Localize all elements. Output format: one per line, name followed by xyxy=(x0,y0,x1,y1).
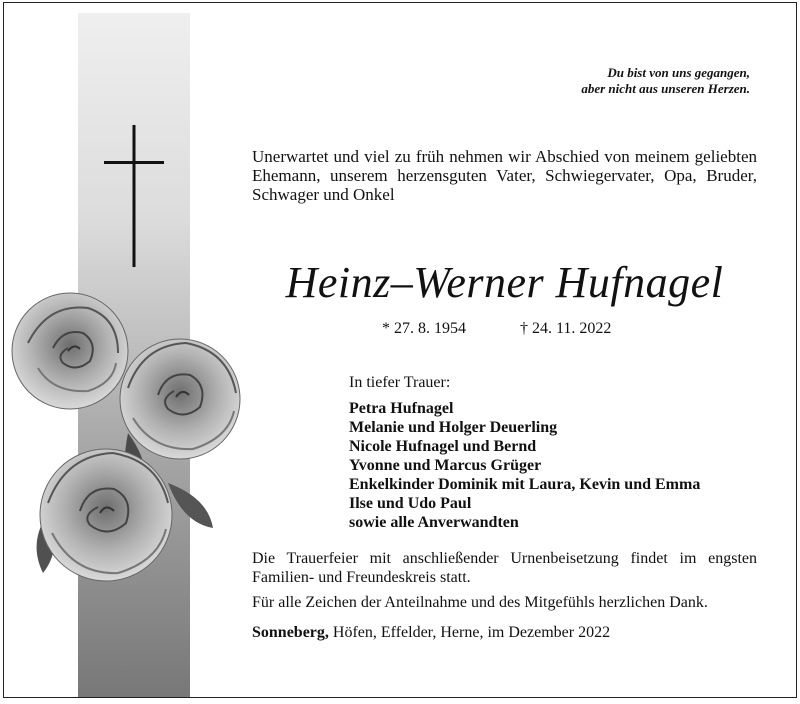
cross-icon xyxy=(104,125,164,267)
death-date: † 24. 11. 2022 xyxy=(520,320,612,337)
mourning-intro: In tiefer Trauer: xyxy=(349,374,451,391)
place-and-date xyxy=(252,623,757,643)
mourners-section xyxy=(349,373,769,532)
rose-right xyxy=(120,339,240,459)
birth-date: * 27. 8. 1954 xyxy=(382,320,466,337)
mourner-name: Nicole Hufnagel und Bernd xyxy=(349,438,537,455)
thanks-text: Für alle Zeichen der Anteilnahme und des Mitgefühls herzlichen Dank. xyxy=(252,594,708,611)
rose-bottom xyxy=(40,449,172,581)
place-details: Höfen, Effelder, Herne, im Dezember 2022 xyxy=(328,624,611,641)
mourner-name: sowie alle Anverwandten xyxy=(349,514,519,531)
mourner-name: Petra Hufnagel xyxy=(349,400,454,417)
motto xyxy=(510,65,750,97)
mourners-list xyxy=(349,399,769,532)
intro-text: Unerwartet und viel zu früh nehmen wir Abschied von meinem geliebten Ehemann, unserem herzensguten Vater, Schwiegervater, Opa, Bruder, Schwager und Onkel xyxy=(252,147,757,204)
mourner-name: Yvonne und Marcus Grüger xyxy=(349,457,542,474)
rose-top-left xyxy=(12,293,128,409)
town-name: Sonneberg, xyxy=(252,624,329,641)
motto-line-2: aber nicht aus unseren Herzen. xyxy=(581,81,750,96)
funeral-notice: Die Trauerfeier mit anschließender Urnenbeisetzung findet im engsten Familien- und Freundeskreis statt. xyxy=(252,550,757,586)
obituary-notice xyxy=(3,2,797,698)
roses-illustration xyxy=(8,283,248,603)
motto-line-1: Du bist von uns gegangen, xyxy=(607,65,750,80)
mourner-name: Enkelkinder Dominik mit Laura, Kevin und Emma xyxy=(349,476,701,493)
mourner-name: Ilse und Udo Paul xyxy=(349,495,472,512)
deceased-name: Heinz–Werner Hufnagel xyxy=(285,258,724,307)
mourner-name: Melanie und Holger Deuerling xyxy=(349,419,558,436)
